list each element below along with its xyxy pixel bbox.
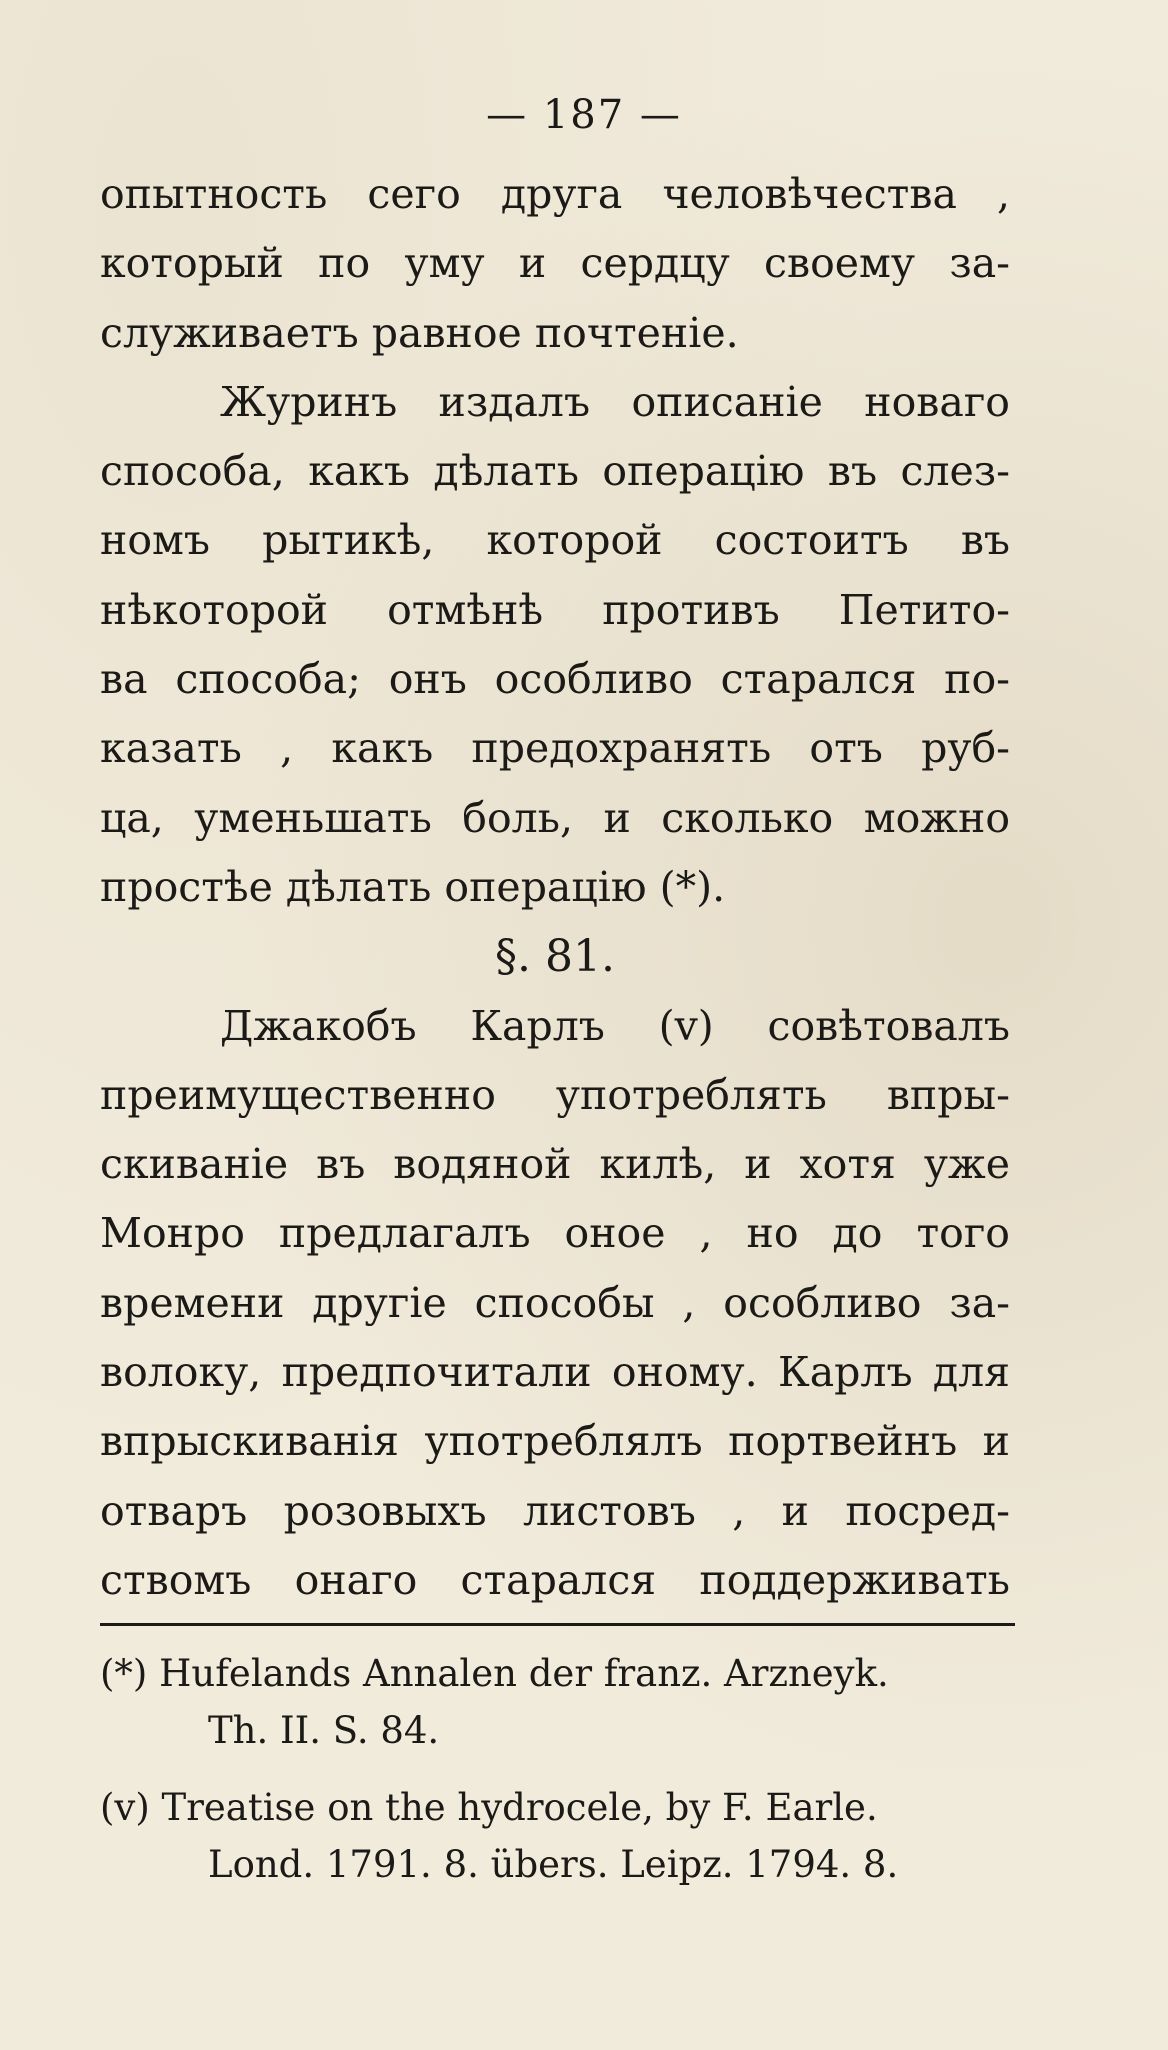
footnotes <box>100 1645 1015 1893</box>
text-line: скиваніе въ водяной килѣ, и хотя уже <box>100 1140 1010 1189</box>
text-line: ствомъ онаго старался поддерживать <box>100 1555 1010 1604</box>
text-line: Джакобъ Карлъ (v) совѣтовалъ <box>220 1001 1010 1050</box>
footnote-line: (v) Treatise on the hydrocele, by F. Earle. <box>100 1786 878 1829</box>
text-line: простѣе дѣлать операцію (*). <box>100 862 726 911</box>
page-number: — 187 — <box>486 92 682 138</box>
footnote-line: Lond. 1791. 8. übers. Leipz. 1794. 8. <box>208 1843 899 1886</box>
text-line: ца, уменьшать боль, и сколько можно <box>100 793 1010 842</box>
footnote-line: Th. II. S. 84. <box>208 1709 440 1752</box>
footnote-line: (*) Hufelands Annalen der franz. Arzneyk. <box>100 1652 889 1695</box>
text-line: отваръ розовыхъ листовъ , и посред- <box>100 1486 1010 1535</box>
text-line: Журинъ издалъ описаніе новаго <box>220 377 1010 426</box>
footnote-divider <box>100 1623 1015 1626</box>
text-line: впрыскиванія употреблялъ портвейнъ и <box>100 1417 1010 1466</box>
text-line: нѣкоторой отмѣнѣ противъ Петито- <box>100 585 1010 634</box>
text-line: времени другіе способы , особливо за- <box>100 1278 1010 1327</box>
text-line: ва способа; онъ особливо старался по- <box>100 655 1010 704</box>
text-line: опытность сего друга человѣчества , <box>100 170 1010 218</box>
main-text <box>100 160 1010 1615</box>
text-line: служиваетъ равное почтеніе. <box>100 308 739 357</box>
text-line: номъ рытикѣ, которой состоитъ въ <box>100 516 1010 565</box>
text-line: который по уму и сердцу своему за- <box>100 239 1010 288</box>
text-line: преимущественно употреблять впры- <box>100 1070 1010 1119</box>
text-line: способа, какъ дѣлать операцію въ слез- <box>100 447 1010 496</box>
text-line: Монро предлагалъ оное , но до того <box>100 1209 1010 1258</box>
text-line: казать , какъ предохранять отъ руб- <box>100 724 1010 773</box>
section-heading: §. 81. <box>495 931 615 983</box>
text-line: волоку, предпочитали оному. Карлъ для <box>100 1348 1010 1397</box>
